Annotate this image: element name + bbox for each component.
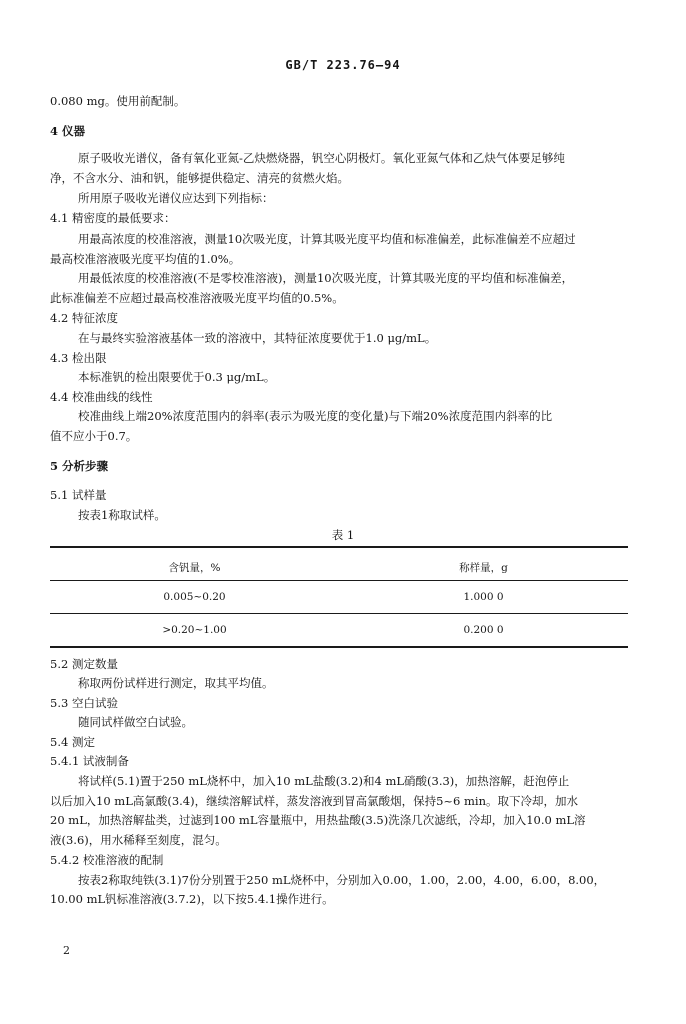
table-cell: 1.000 0 [463, 591, 504, 603]
text-line: 液(3.6)，用水稀释至刻度，混匀。 [50, 833, 227, 847]
text-line: 最高校准溶液吸光度平均值的1.0%。 [50, 252, 241, 266]
subsection-heading: 4.2 特征浓度 [50, 311, 118, 325]
text-line: 此标准偏差不应超过最高校准溶液吸光度平均值的0.5%。 [50, 291, 344, 305]
text-line: 本标准钒的检出限要优于0.3 μg/mL。 [78, 370, 276, 384]
table-caption: 表 1 [331, 528, 355, 542]
text-line: 在与最终实验溶液基体一致的溶液中，其特征浓度要优于1.0 μg/mL。 [78, 331, 437, 345]
subsection-heading: 5.3 空白试验 [50, 696, 118, 710]
table-header-cell: 含钒量，% [168, 562, 221, 574]
text-line: 按表1称取试样。 [78, 508, 166, 522]
table-row-rule [50, 613, 628, 614]
text-line: 所用原子吸收光谱仪应达到下列指标： [78, 191, 274, 205]
subsection-heading: 5.4.1 试液制备 [50, 754, 129, 768]
text-line: 净，不含水分、油和钒，能够提供稳定、清亮的贫燃火焰。 [50, 171, 349, 185]
page-header: GB/T 223.76—94 [285, 58, 401, 72]
text-line: 用最高浓度的校准溶液，测量10次吸光度，计算其吸光度平均值和标准偏差，此标准偏差不应超过 [78, 232, 576, 246]
subsection-heading: 5.4.2 校准溶液的配制 [50, 853, 164, 867]
text-line: 20 mL，加热溶解盐类，过滤到100 mL容量瓶中，用热盐酸(3.5)洗涤几次滤纸，冷却，加入10.0 mL溶 [50, 813, 586, 827]
subsection-heading: 4.3 检出限 [50, 351, 107, 365]
section-heading: 5 分析步骤 [50, 459, 109, 473]
table-bottom-rule [50, 646, 628, 648]
text-line: 用最低浓度的校准溶液(不是零校准溶液)，测量10次吸光度，计算其吸光度的平均值和标准偏差， [78, 271, 574, 285]
subsection-heading: 5.4 测定 [50, 735, 95, 749]
table-header-cell: 称样量，g [459, 562, 508, 574]
page-number: 2 [63, 944, 70, 957]
subsection-heading: 4.1 精密度的最低要求： [50, 211, 176, 225]
table-cell: 0.005~0.20 [163, 591, 226, 603]
text-line: 10.00 mL钒标准溶液(3.7.2)，以下按5.4.1操作进行。 [50, 892, 334, 906]
subsection-heading: 5.1 试样量 [50, 488, 107, 502]
table-cell: >0.20~1.00 [162, 624, 227, 636]
table-top-rule [50, 546, 628, 548]
section-heading: 4 仪器 [50, 124, 86, 138]
table-cell: 0.200 0 [463, 624, 504, 636]
text-line: 将试样(5.1)置于250 mL烧杯中，加入10 mL盐酸(3.2)和4 mL硝酸(3.3)，加热溶解，赶泡停止 [78, 774, 570, 788]
text-line: 原子吸收光谱仪，备有氧化亚氮-乙炔燃烧器，钒空心阴极灯。氧化亚氮气体和乙炔气体要足够纯 [78, 151, 565, 165]
subsection-heading: 4.4 校准曲线的线性 [50, 390, 153, 404]
text-line: 以后加入10 mL高氯酸(3.4)，继续溶解试样，蒸发溶液到冒高氯酸烟，保持5~6 min。取下冷却，加水 [50, 794, 579, 808]
text-line: 称取两份试样进行测定，取其平均值。 [78, 676, 274, 690]
text-line: 值不应小于0.7。 [50, 429, 138, 443]
text-line: 0.080 mg。使用前配制。 [50, 94, 186, 108]
text-line: 校准曲线上端20%浓度范围内的斜率(表示为吸光度的变化量)与下端20%浓度范围内斜率的比 [78, 409, 553, 423]
subsection-heading: 5.2 测定数量 [50, 657, 118, 671]
text-line: 随同试样做空白试验。 [78, 715, 193, 729]
table-header-rule [50, 580, 628, 581]
text-line: 按表2称取纯铁(3.1)7份分别置于250 mL烧杯中，分别加入0.00，1.00，2.00，4.00，6.00，8.00， [78, 873, 606, 887]
